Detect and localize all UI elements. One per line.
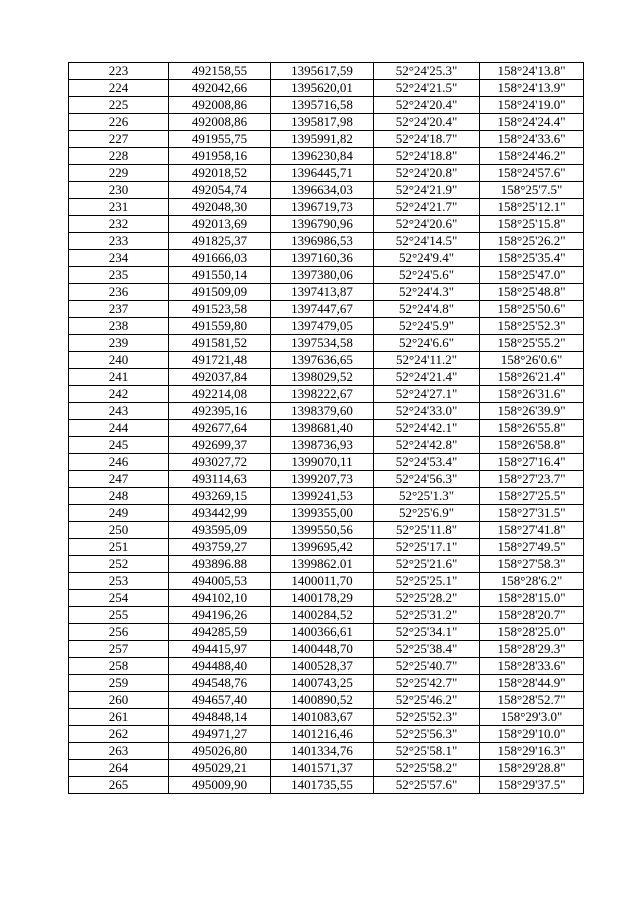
- latitude-cell: 52°25'58.2": [374, 760, 480, 777]
- y-coordinate-cell: 1401571,37: [271, 760, 374, 777]
- y-coordinate-cell: 1401216,46: [271, 726, 374, 743]
- table-row: [69, 301, 584, 318]
- point-number-cell: 247: [69, 471, 169, 488]
- table-row: [69, 726, 584, 743]
- longitude-cell: 158°25'55.2": [480, 335, 584, 352]
- y-coordinate-cell: 1399070,11: [271, 454, 374, 471]
- table-row: [69, 777, 584, 794]
- x-coordinate-cell: 494488,40: [169, 658, 271, 675]
- table-row: [69, 658, 584, 675]
- latitude-cell: 52°25'6.9": [374, 505, 480, 522]
- y-coordinate-cell: 1397534,58: [271, 335, 374, 352]
- longitude-cell: 158°27'31.5": [480, 505, 584, 522]
- table-row: [69, 675, 584, 692]
- longitude-cell: 158°25'12.1": [480, 199, 584, 216]
- table-row: [69, 522, 584, 539]
- table-row: [69, 607, 584, 624]
- table-row: [69, 386, 584, 403]
- latitude-cell: 52°25'38.4": [374, 641, 480, 658]
- x-coordinate-cell: 494005,53: [169, 573, 271, 590]
- table-row: [69, 148, 584, 165]
- y-coordinate-cell: 1399862.01: [271, 556, 374, 573]
- longitude-cell: 158°27'49.5": [480, 539, 584, 556]
- longitude-cell: 158°25'50.6": [480, 301, 584, 318]
- longitude-cell: 158°26'21.4": [480, 369, 584, 386]
- y-coordinate-cell: 1400528,37: [271, 658, 374, 675]
- latitude-cell: 52°24'33.0": [374, 403, 480, 420]
- y-coordinate-cell: 1397447,67: [271, 301, 374, 318]
- x-coordinate-cell: 493896.88: [169, 556, 271, 573]
- latitude-cell: 52°24'18.8": [374, 148, 480, 165]
- latitude-cell: 52°24'21.7": [374, 199, 480, 216]
- table-row: [69, 80, 584, 97]
- latitude-cell: 52°24'11.2": [374, 352, 480, 369]
- x-coordinate-cell: 491559,80: [169, 318, 271, 335]
- point-number-cell: 245: [69, 437, 169, 454]
- x-coordinate-cell: 494285,59: [169, 624, 271, 641]
- table-row: [69, 63, 584, 80]
- x-coordinate-cell: 491955,75: [169, 131, 271, 148]
- longitude-cell: 158°29'28.8": [480, 760, 584, 777]
- latitude-cell: 52°24'53.4": [374, 454, 480, 471]
- point-number-cell: 254: [69, 590, 169, 607]
- point-number-cell: 236: [69, 284, 169, 301]
- table-row: [69, 420, 584, 437]
- table-row: [69, 760, 584, 777]
- y-coordinate-cell: 1399241,53: [271, 488, 374, 505]
- table-row: [69, 590, 584, 607]
- point-number-cell: 225: [69, 97, 169, 114]
- y-coordinate-cell: 1400178,29: [271, 590, 374, 607]
- longitude-cell: 158°29'16.3": [480, 743, 584, 760]
- x-coordinate-cell: 491550,14: [169, 267, 271, 284]
- longitude-cell: 158°24'33.6": [480, 131, 584, 148]
- point-number-cell: 258: [69, 658, 169, 675]
- table-row: [69, 97, 584, 114]
- longitude-cell: 158°24'57.6": [480, 165, 584, 182]
- x-coordinate-cell: 495009,90: [169, 777, 271, 794]
- table-row: [69, 352, 584, 369]
- y-coordinate-cell: 1401083,67: [271, 709, 374, 726]
- y-coordinate-cell: 1396790,96: [271, 216, 374, 233]
- point-number-cell: 239: [69, 335, 169, 352]
- x-coordinate-cell: 492214,08: [169, 386, 271, 403]
- longitude-cell: 158°28'29.3": [480, 641, 584, 658]
- point-number-cell: 243: [69, 403, 169, 420]
- latitude-cell: 52°25'17.1": [374, 539, 480, 556]
- point-number-cell: 242: [69, 386, 169, 403]
- latitude-cell: 52°25'25.1": [374, 573, 480, 590]
- point-number-cell: 265: [69, 777, 169, 794]
- longitude-cell: 158°26'0.6": [480, 352, 584, 369]
- y-coordinate-cell: 1396634,03: [271, 182, 374, 199]
- table-row: [69, 369, 584, 386]
- x-coordinate-cell: 493759,27: [169, 539, 271, 556]
- x-coordinate-cell: 491509,09: [169, 284, 271, 301]
- longitude-cell: 158°27'41.8": [480, 522, 584, 539]
- table-row: [69, 488, 584, 505]
- y-coordinate-cell: 1396445,71: [271, 165, 374, 182]
- longitude-cell: 158°28'15.0": [480, 590, 584, 607]
- y-coordinate-cell: 1398029,52: [271, 369, 374, 386]
- y-coordinate-cell: 1398222,67: [271, 386, 374, 403]
- y-coordinate-cell: 1396986,53: [271, 233, 374, 250]
- longitude-cell: 158°25'47.0": [480, 267, 584, 284]
- point-number-cell: 231: [69, 199, 169, 216]
- table-row: [69, 335, 584, 352]
- y-coordinate-cell: 1395617,59: [271, 63, 374, 80]
- longitude-cell: 158°26'55.8": [480, 420, 584, 437]
- longitude-cell: 158°25'7.5": [480, 182, 584, 199]
- table-row: [69, 709, 584, 726]
- x-coordinate-cell: 491721,48: [169, 352, 271, 369]
- x-coordinate-cell: 494102,10: [169, 590, 271, 607]
- y-coordinate-cell: 1400366,61: [271, 624, 374, 641]
- x-coordinate-cell: 494657,40: [169, 692, 271, 709]
- longitude-cell: 158°27'25.5": [480, 488, 584, 505]
- table-row: [69, 233, 584, 250]
- longitude-cell: 158°24'19.0": [480, 97, 584, 114]
- latitude-cell: 52°24'20.8": [374, 165, 480, 182]
- point-number-cell: 230: [69, 182, 169, 199]
- longitude-cell: 158°25'26.2": [480, 233, 584, 250]
- latitude-cell: 52°24'5.6": [374, 267, 480, 284]
- longitude-cell: 158°28'20.7": [480, 607, 584, 624]
- point-number-cell: 256: [69, 624, 169, 641]
- table-row: [69, 250, 584, 267]
- latitude-cell: 52°24'6.6": [374, 335, 480, 352]
- table-row: [69, 624, 584, 641]
- latitude-cell: 52°25'56.3": [374, 726, 480, 743]
- longitude-cell: 158°28'6.2": [480, 573, 584, 590]
- latitude-cell: 52°24'27.1": [374, 386, 480, 403]
- table-row: [69, 743, 584, 760]
- x-coordinate-cell: 493269,15: [169, 488, 271, 505]
- point-number-cell: 257: [69, 641, 169, 658]
- y-coordinate-cell: 1398379,60: [271, 403, 374, 420]
- longitude-cell: 158°29'10.0": [480, 726, 584, 743]
- latitude-cell: 52°25'31.2": [374, 607, 480, 624]
- latitude-cell: 52°25'58.1": [374, 743, 480, 760]
- longitude-cell: 158°24'46.2": [480, 148, 584, 165]
- y-coordinate-cell: 1400011,70: [271, 573, 374, 590]
- table-row: [69, 199, 584, 216]
- point-number-cell: 252: [69, 556, 169, 573]
- latitude-cell: 52°24'18.7": [374, 131, 480, 148]
- longitude-cell: 158°29'3.0": [480, 709, 584, 726]
- latitude-cell: 52°24'14.5": [374, 233, 480, 250]
- latitude-cell: 52°25'40.7": [374, 658, 480, 675]
- point-number-cell: 251: [69, 539, 169, 556]
- longitude-cell: 158°26'58.8": [480, 437, 584, 454]
- point-number-cell: 240: [69, 352, 169, 369]
- x-coordinate-cell: 494196,26: [169, 607, 271, 624]
- latitude-cell: 52°25'11.8": [374, 522, 480, 539]
- latitude-cell: 52°24'20.6": [374, 216, 480, 233]
- latitude-cell: 52°24'9.4": [374, 250, 480, 267]
- x-coordinate-cell: 492008,86: [169, 114, 271, 131]
- y-coordinate-cell: 1400448,70: [271, 641, 374, 658]
- y-coordinate-cell: 1401735,55: [271, 777, 374, 794]
- table-row: [69, 573, 584, 590]
- y-coordinate-cell: 1395991,82: [271, 131, 374, 148]
- x-coordinate-cell: 491958,16: [169, 148, 271, 165]
- x-coordinate-cell: 492054,74: [169, 182, 271, 199]
- latitude-cell: 52°25'42.7": [374, 675, 480, 692]
- table-row: [69, 539, 584, 556]
- point-number-cell: 235: [69, 267, 169, 284]
- table-row: [69, 318, 584, 335]
- point-number-cell: 253: [69, 573, 169, 590]
- table-row: [69, 556, 584, 573]
- x-coordinate-cell: 491825,37: [169, 233, 271, 250]
- longitude-cell: 158°28'44.9": [480, 675, 584, 692]
- y-coordinate-cell: 1396230,84: [271, 148, 374, 165]
- x-coordinate-cell: 491523,58: [169, 301, 271, 318]
- latitude-cell: 52°24'21.4": [374, 369, 480, 386]
- longitude-cell: 158°28'52.7": [480, 692, 584, 709]
- longitude-cell: 158°24'13.8": [480, 63, 584, 80]
- table-row: [69, 165, 584, 182]
- x-coordinate-cell: 491666,03: [169, 250, 271, 267]
- latitude-cell: 52°25'28.2": [374, 590, 480, 607]
- point-number-cell: 263: [69, 743, 169, 760]
- latitude-cell: 52°24'5.9": [374, 318, 480, 335]
- latitude-cell: 52°25'46.2": [374, 692, 480, 709]
- y-coordinate-cell: 1400743,25: [271, 675, 374, 692]
- point-number-cell: 234: [69, 250, 169, 267]
- point-number-cell: 227: [69, 131, 169, 148]
- y-coordinate-cell: 1397636,65: [271, 352, 374, 369]
- point-number-cell: 238: [69, 318, 169, 335]
- point-number-cell: 229: [69, 165, 169, 182]
- longitude-cell: 158°25'48.8": [480, 284, 584, 301]
- y-coordinate-cell: 1395716,58: [271, 97, 374, 114]
- latitude-cell: 52°24'42.8": [374, 437, 480, 454]
- y-coordinate-cell: 1399207,73: [271, 471, 374, 488]
- x-coordinate-cell: 493114,63: [169, 471, 271, 488]
- x-coordinate-cell: 492677,64: [169, 420, 271, 437]
- x-coordinate-cell: 494415,97: [169, 641, 271, 658]
- table-row: [69, 267, 584, 284]
- point-number-cell: 262: [69, 726, 169, 743]
- point-number-cell: 261: [69, 709, 169, 726]
- y-coordinate-cell: 1398736,93: [271, 437, 374, 454]
- latitude-cell: 52°24'4.8": [374, 301, 480, 318]
- longitude-cell: 158°25'35.4": [480, 250, 584, 267]
- y-coordinate-cell: 1397160,36: [271, 250, 374, 267]
- point-number-cell: 259: [69, 675, 169, 692]
- x-coordinate-cell: 492013,69: [169, 216, 271, 233]
- x-coordinate-cell: 491581,52: [169, 335, 271, 352]
- point-number-cell: 249: [69, 505, 169, 522]
- latitude-cell: 52°24'25.3": [374, 63, 480, 80]
- longitude-cell: 158°26'31.6": [480, 386, 584, 403]
- y-coordinate-cell: 1395817,98: [271, 114, 374, 131]
- x-coordinate-cell: 495029,21: [169, 760, 271, 777]
- latitude-cell: 52°24'20.4": [374, 114, 480, 131]
- point-number-cell: 226: [69, 114, 169, 131]
- x-coordinate-cell: 492037,84: [169, 369, 271, 386]
- longitude-cell: 158°25'15.8": [480, 216, 584, 233]
- x-coordinate-cell: 492158,55: [169, 63, 271, 80]
- x-coordinate-cell: 492699,37: [169, 437, 271, 454]
- x-coordinate-cell: 494971,27: [169, 726, 271, 743]
- x-coordinate-cell: 493442,99: [169, 505, 271, 522]
- latitude-cell: 52°24'20.4": [374, 97, 480, 114]
- point-number-cell: 244: [69, 420, 169, 437]
- point-number-cell: 233: [69, 233, 169, 250]
- y-coordinate-cell: 1395620,01: [271, 80, 374, 97]
- y-coordinate-cell: 1396719,73: [271, 199, 374, 216]
- point-number-cell: 264: [69, 760, 169, 777]
- coordinates-table: [68, 62, 584, 794]
- longitude-cell: 158°26'39.9": [480, 403, 584, 420]
- point-number-cell: 255: [69, 607, 169, 624]
- x-coordinate-cell: 492018,52: [169, 165, 271, 182]
- y-coordinate-cell: 1397413,87: [271, 284, 374, 301]
- y-coordinate-cell: 1397380,06: [271, 267, 374, 284]
- longitude-cell: 158°28'25.0": [480, 624, 584, 641]
- longitude-cell: 158°24'13.9": [480, 80, 584, 97]
- longitude-cell: 158°27'58.3": [480, 556, 584, 573]
- table-row: [69, 454, 584, 471]
- table-row: [69, 216, 584, 233]
- y-coordinate-cell: 1399695,42: [271, 539, 374, 556]
- table-row: [69, 437, 584, 454]
- longitude-cell: 158°24'24.4": [480, 114, 584, 131]
- table-row: [69, 505, 584, 522]
- coordinates-table-body: [69, 63, 584, 794]
- point-number-cell: 246: [69, 454, 169, 471]
- table-row: [69, 284, 584, 301]
- x-coordinate-cell: 494548,76: [169, 675, 271, 692]
- point-number-cell: 250: [69, 522, 169, 539]
- longitude-cell: 158°27'23.7": [480, 471, 584, 488]
- y-coordinate-cell: 1399355,00: [271, 505, 374, 522]
- x-coordinate-cell: 492048,30: [169, 199, 271, 216]
- point-number-cell: 228: [69, 148, 169, 165]
- x-coordinate-cell: 492395,16: [169, 403, 271, 420]
- point-number-cell: 223: [69, 63, 169, 80]
- longitude-cell: 158°28'33.6": [480, 658, 584, 675]
- x-coordinate-cell: 492042,66: [169, 80, 271, 97]
- y-coordinate-cell: 1400890,52: [271, 692, 374, 709]
- point-number-cell: 248: [69, 488, 169, 505]
- table-row: [69, 471, 584, 488]
- latitude-cell: 52°25'1.3": [374, 488, 480, 505]
- x-coordinate-cell: 494848,14: [169, 709, 271, 726]
- table-row: [69, 403, 584, 420]
- y-coordinate-cell: 1399550,56: [271, 522, 374, 539]
- latitude-cell: 52°24'21.9": [374, 182, 480, 199]
- table-row: [69, 131, 584, 148]
- point-number-cell: 260: [69, 692, 169, 709]
- x-coordinate-cell: 495026,80: [169, 743, 271, 760]
- point-number-cell: 237: [69, 301, 169, 318]
- latitude-cell: 52°24'56.3": [374, 471, 480, 488]
- point-number-cell: 241: [69, 369, 169, 386]
- point-number-cell: 224: [69, 80, 169, 97]
- latitude-cell: 52°25'52.3": [374, 709, 480, 726]
- x-coordinate-cell: 493027,72: [169, 454, 271, 471]
- longitude-cell: 158°25'52.3": [480, 318, 584, 335]
- y-coordinate-cell: 1397479,05: [271, 318, 374, 335]
- longitude-cell: 158°27'16.4": [480, 454, 584, 471]
- latitude-cell: 52°24'21.5": [374, 80, 480, 97]
- latitude-cell: 52°25'57.6": [374, 777, 480, 794]
- x-coordinate-cell: 492008,86: [169, 97, 271, 114]
- table-row: [69, 641, 584, 658]
- longitude-cell: 158°29'37.5": [480, 777, 584, 794]
- table-row: [69, 182, 584, 199]
- latitude-cell: 52°25'21.6": [374, 556, 480, 573]
- table-row: [69, 692, 584, 709]
- y-coordinate-cell: 1401334,76: [271, 743, 374, 760]
- point-number-cell: 232: [69, 216, 169, 233]
- latitude-cell: 52°24'4.3": [374, 284, 480, 301]
- latitude-cell: 52°24'42.1": [374, 420, 480, 437]
- x-coordinate-cell: 493595,09: [169, 522, 271, 539]
- table-row: [69, 114, 584, 131]
- y-coordinate-cell: 1398681,40: [271, 420, 374, 437]
- y-coordinate-cell: 1400284,52: [271, 607, 374, 624]
- latitude-cell: 52°25'34.1": [374, 624, 480, 641]
